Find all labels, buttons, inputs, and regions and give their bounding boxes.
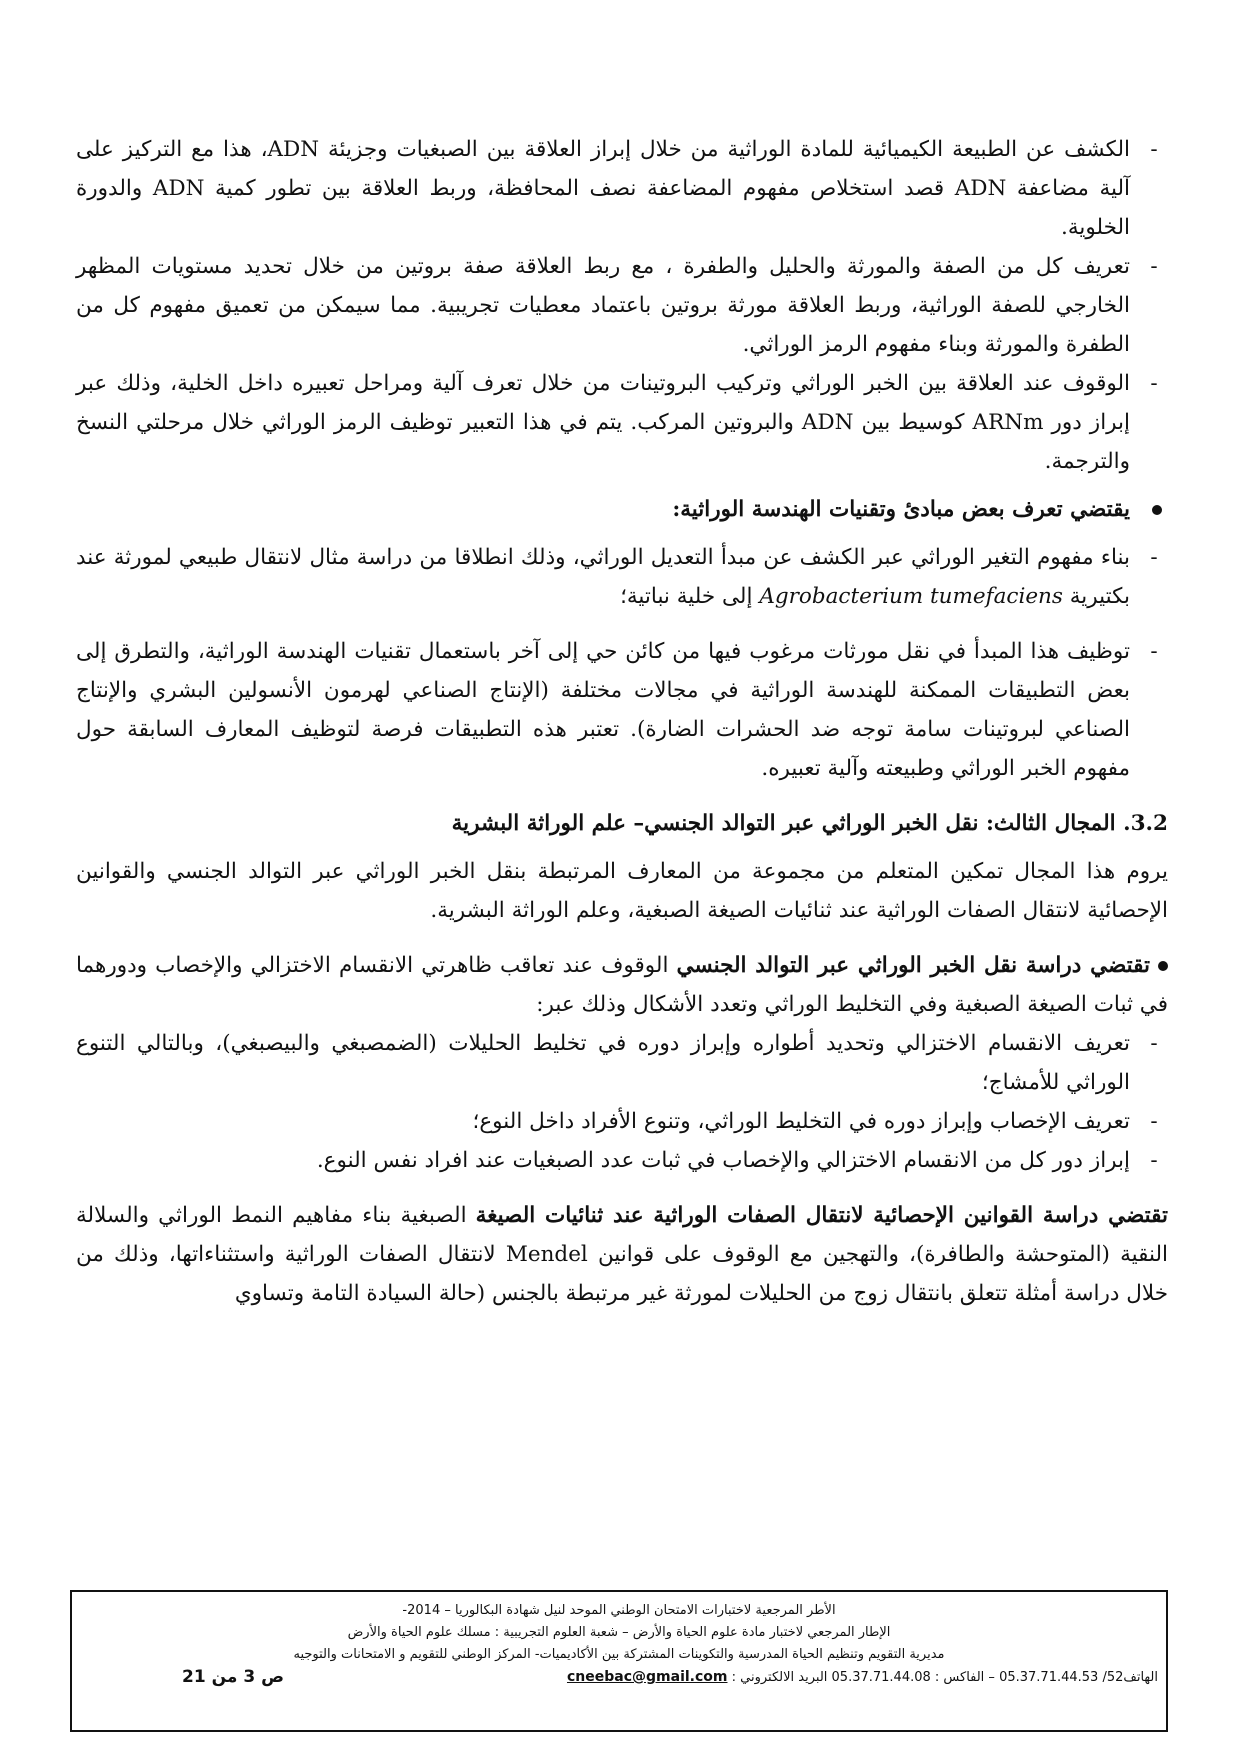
list-item-text: إبراز دور كل من الانقسام الاختزالي والإخصاب في ثبات عدد الصبغيات عند افراد نفس النوع.: [316, 1148, 1130, 1173]
footer-phone-fax: الهاتف52/ 05.37.71.44.53 – الفاكس : 05.37.71.44.08 البريد الالكتروني :: [731, 1670, 1158, 1685]
list-item: [76, 632, 1168, 788]
stats-paragraph: [76, 1196, 1168, 1313]
footer-contact: [567, 1666, 1158, 1689]
list-item-text: تعريف كل من الصفة والمورثة والحليل والطفرة ، مع ربط العلاقة صفة بروتين من خلال تحديد مستويات المظهر الخارجي للصفة الوراثية، وربط العلاقة مورثة بروتين باعتماد معطيات تجريبية. مما سيمكن من تعميق مفهوم كل من الطفرة والمورثة وبناء مفهوم الرمز الوراثي.: [76, 254, 1130, 357]
stats-bold-text: تقتضي دراسة القوانين الإحصائية لانتقال الصفات الوراثية عند ثنائيات الصيغة: [475, 1203, 1168, 1228]
bullet-reproduction: [76, 946, 1168, 1024]
bullet-dot-icon: [1152, 505, 1162, 515]
footer-line-2: الإطار المرجعي لاختبار مادة علوم الحياة والأرض – شعبة العلوم التجريبية : مسلك علوم الحياة والأرض: [347, 1625, 891, 1640]
list-item-text-end: إلى خلية نباتية؛: [620, 584, 753, 609]
bacterium-name: Agrobacterium tumefaciens: [759, 584, 1063, 609]
list-item: [76, 1141, 1168, 1180]
dash-marker: -: [1150, 137, 1158, 162]
document-body: [76, 130, 1168, 1313]
footer-line-1: الأطر المرجعية لاختبارات الامتحان الوطني الموحد لنيل شهادة البكالوريا – 2014-: [402, 1603, 836, 1618]
dash-marker: -: [1150, 371, 1158, 396]
dash-marker: -: [1150, 1148, 1158, 1173]
dash-marker: -: [1150, 545, 1158, 570]
list-item: [76, 247, 1168, 364]
list-item: [76, 538, 1168, 616]
list-item: [76, 1024, 1168, 1102]
list-item: [76, 1102, 1168, 1141]
list-item-text: الكشف عن الطبيعة الكيميائية للمادة الوراثية من خلال إبراز العلاقة بين الصبغيات وجزيئة ADN، هذا مع التركيز على آلية مضاعفة ADN قصد استخلاص مفهوم المضاعفة نصف المحافظة، وربط العلاقة بين تطور كمية ADN والدورة الخلوية.: [76, 137, 1130, 240]
list-item-text: تعريف الانقسام الاختزالي وتحديد أطواره وإبراز دوره في تخليط الحليلات (الضمصبغي والبيصبغي)، وبالتالي التنوع الوراثي للأمشاج؛: [76, 1031, 1130, 1095]
list-item-text: بناء مفهوم التغير الوراثي عبر الكشف عن مبدأ التعديل الوراثي، وذلك انطلاقا من دراسة مثال لانتقال طبيعي لمورثة عند بكتيرية: [76, 545, 1130, 609]
list-item-text: الوقوف عند العلاقة بين الخبر الوراثي وتركيب البروتينات من خلال تعرف آلية ومراحل تعبيره داخل الخلية، وذلك عبر إبراز دور ARNm كوسيط بين ADN والبروتين المركب. يتم في هذا التعبير توظيف الرمز الوراثي خلال مرحلتي النسخ والترجمة.: [76, 371, 1130, 474]
list-item: [76, 130, 1168, 247]
footer-line-3: مديرية التقويم وتنظيم الحياة المدرسية والتكوينات المشتركة بين الأكاديميات- المركز الوطني للتقويم و الامتحانات والتوجيه: [293, 1647, 945, 1662]
list-item: [76, 364, 1168, 481]
list-item-text: تعريف الإخصاب وإبراز دوره في التخليط الوراثي، وتنوع الأفراد داخل النوع؛: [472, 1109, 1130, 1134]
stats-rest-text: الصبغية بناء مفاهيم النمط الوراثي والسلالة النقية (المتوحشة والطافرة)، والتهجين مع الوقوف على قوانين Mendel لانتقال الصفات الوراثية واستثناءاتها، وذلك من خلال دراسة أمثلة تتعلق بانتقال زوج من الحليلات لمورثة غير مرتبطة بالجنس (حالة السيادة التامة وتساوي: [76, 1203, 1168, 1306]
dash-marker: -: [1150, 639, 1158, 664]
section-heading: 3.2. المجال الثالث: نقل الخبر الوراثي عبر التوالد الجنسي– علم الوراثة البشرية: [451, 811, 1168, 836]
footer-email-link[interactable]: cneebac@gmail.com: [566, 1669, 728, 1685]
dash-marker: -: [1150, 254, 1158, 279]
bullet-bold-text: تقتضي دراسة نقل الخبر الوراثي عبر التوالد الجنسي: [676, 953, 1150, 978]
page-number: ص 3 من 21: [182, 1667, 284, 1687]
list-item-text: توظيف هذا المبدأ في نقل مورثات مرغوب فيها من كائن حي إلى آخر باستعمال تقنيات الهندسة الوراثية، والتطرق إلى بعض التطبيقات الممكنة للهندسة الوراثية في مجالات مختلفة (الإنتاج الصناعي لهرمون الأنسولين البشري والإنتاج الصناعي لبروتينات سامة توجه ضد الحشرات الضارة). تعتبر هذه التطبيقات فرصة لتوظيف المعارف السابقة حول مفهوم الخبر الوراثي وطبيعته وآلية تعبيره.: [76, 639, 1130, 781]
page-footer: [70, 1590, 1168, 1732]
bullet-text: يقتضي تعرف بعض مبادئ وتقنيات الهندسة الوراثية:: [672, 497, 1130, 522]
bullet-genetic-engineering: [76, 490, 1168, 529]
dash-marker: -: [1150, 1031, 1158, 1056]
dash-marker: -: [1150, 1109, 1158, 1134]
bullet-rest-text: الوقوف عند تعاقب ظاهرتي الانقسام الاختزالي والإخصاب ودورهما في ثبات الصيغة الصبغية وفي التخليط الوراثي وتعدد الأشكال وذلك عبر:: [76, 953, 1168, 1017]
footer-contact-row: [72, 1666, 1166, 1689]
section-intro: يروم هذا المجال تمكين المتعلم من مجموعة من المعارف المرتبطة بنقل الخبر الوراثي عبر التوالد الجنسي والقوانين الإحصائية لانتقال الصفات الوراثية عند ثنائيات الصيغة الصبغية، وعلم الوراثة البشرية.: [76, 859, 1168, 923]
bullet-dot-icon: [1158, 961, 1168, 971]
